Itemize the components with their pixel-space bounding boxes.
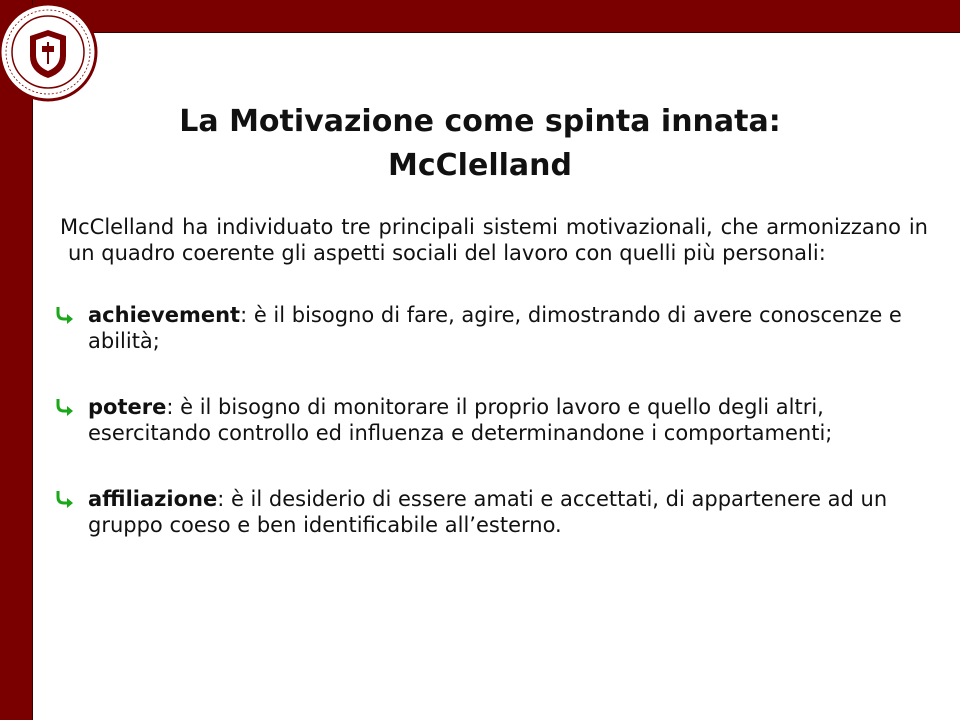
title-line-2: McClelland	[388, 148, 572, 183]
bullet-term: affiliazione	[88, 487, 218, 511]
university-seal-icon	[0, 0, 100, 104]
curved-arrow-icon	[54, 303, 76, 325]
bullet-term: achievement	[88, 303, 241, 327]
curved-arrow-icon	[54, 487, 76, 509]
title-line-1: La Motivazione come spinta innata:	[179, 104, 781, 139]
bullet-text: : è il bisogno di monitorare il proprio lavoro e quello degli altri, esercitando controllo ed influenza e determinandone i comportamenti;	[88, 395, 833, 445]
bullet-affiliazione	[40, 486, 928, 538]
slide-title	[90, 100, 870, 188]
top-band	[0, 0, 960, 33]
left-band	[0, 0, 33, 720]
intro-paragraph: McClelland ha individuato tre principali sistemi motivazionali, che armonizzano in un quadro coerente gli aspetti sociali del lavoro con quelli più personali:	[60, 215, 928, 265]
bullet-potere	[40, 394, 928, 446]
bullet-term: potere	[88, 395, 167, 419]
bullet-achievement	[40, 302, 928, 354]
bullet-text: : è il desiderio di essere amati e accettati, di appartenere ad un gruppo coeso e ben identificabile all’esterno.	[88, 487, 888, 537]
bullet-text: : è il bisogno di fare, agire, dimostrando di avere conoscenze e abilità;	[88, 303, 902, 353]
curved-arrow-icon	[54, 395, 76, 417]
slide-body	[40, 214, 928, 578]
